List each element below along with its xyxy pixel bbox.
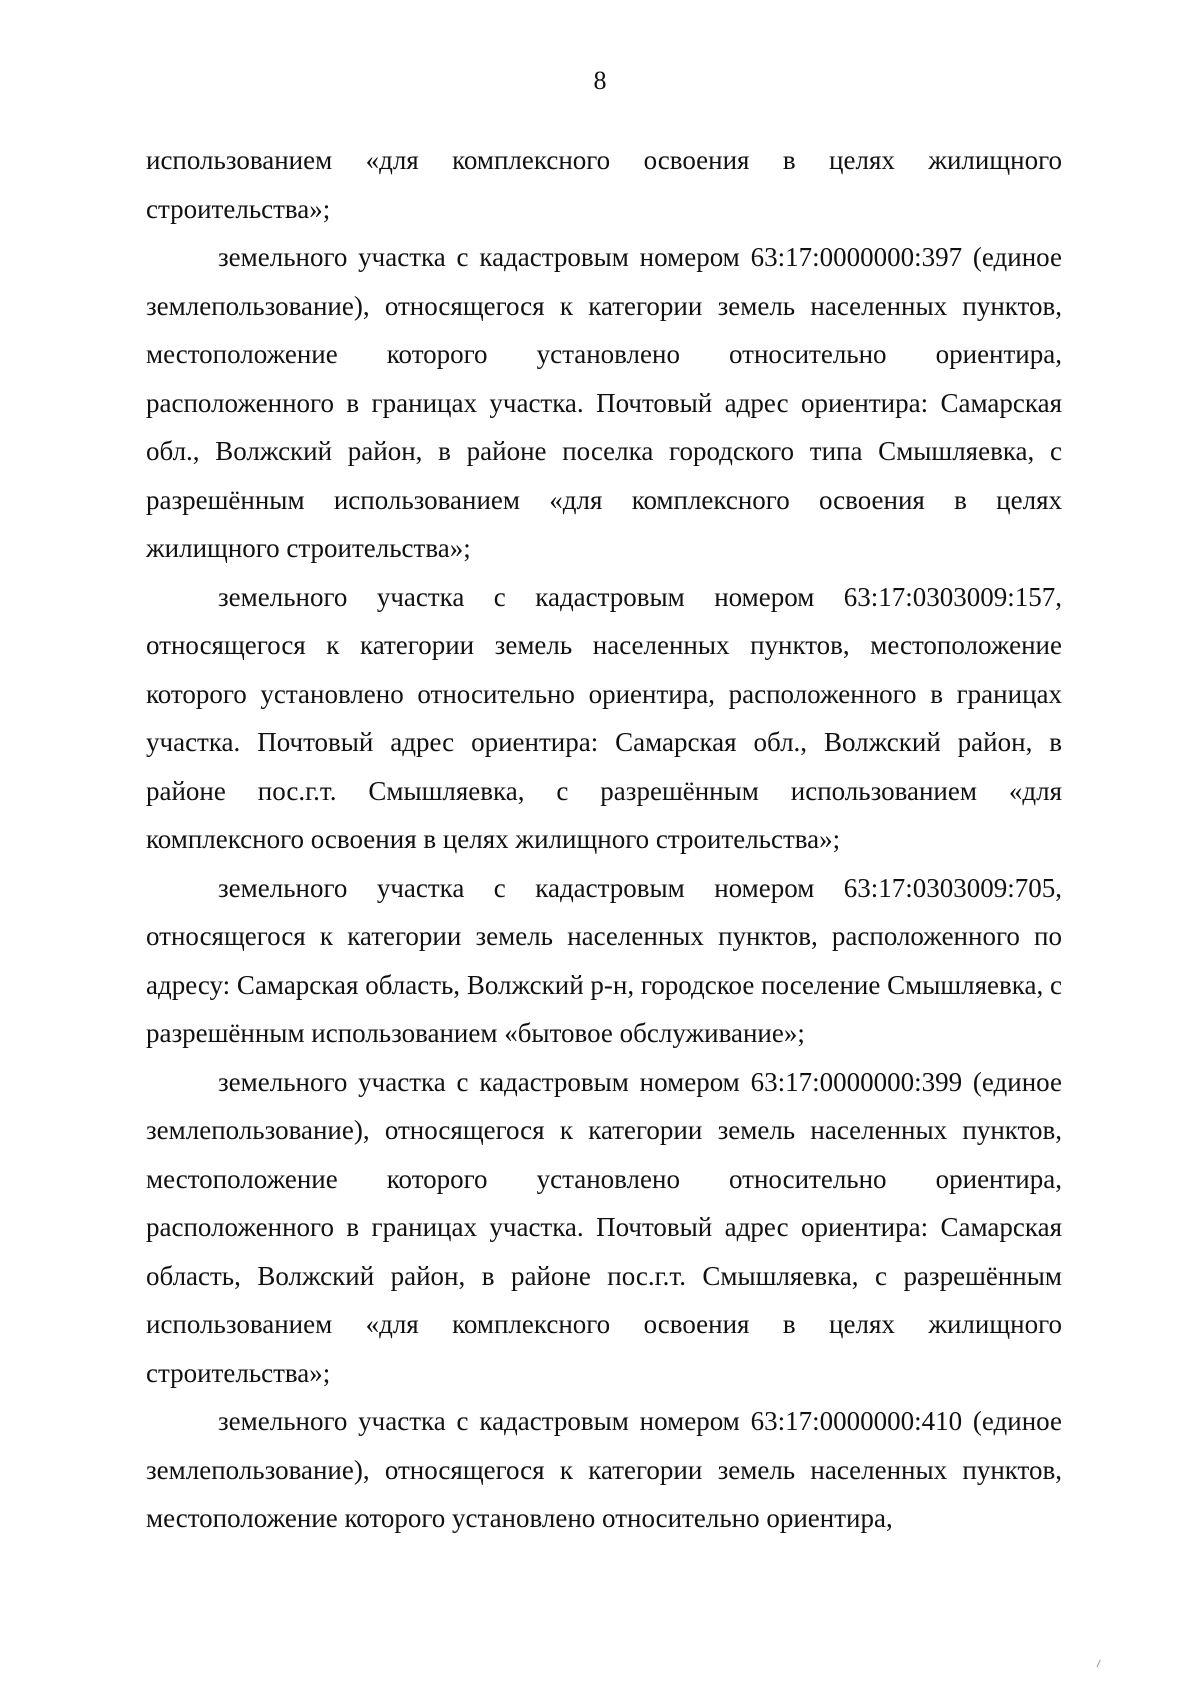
paragraph: земельного участка с кадастровым номером 63:17:0000000:399 (единое землепользование), относящегося к категории земель населенных пунктов, местоположение которого установлено относительно ориентира, расположенного в границах участка. Почтовый адрес ориентира: Самарская область, Волжский район, в районе пос.г.т. Смышляевка, с разрешённым использованием «для комплексного освоения в целях жилищного строительства»; <box>146 1066 1062 1388</box>
page-number: 8 <box>593 66 607 95</box>
paragraph: земельного участка с кадастровым номером 63:17:0303009:157, относящегося к категории земель населенных пунктов, местоположение которого установлено относительно ориентира, расположенного в границах участка. Почтовый адрес ориентира: Самарская обл., Волжский район, в районе пос.г.т. Смышляевка, с разрешённым использованием «для комплексного освоения в целях жилищного строительства»; <box>146 581 1062 854</box>
scan-artifact-mark <box>1096 1660 1103 1669</box>
paragraph: земельного участка с кадастровым номером 63:17:0303009:705, относящегося к категории земель населенных пунктов, расположенного по адресу: Самарская область, Волжский р-н, городское поселение Смышляевка, с разрешённым использованием «бытовое обслуживание»; <box>146 872 1062 1048</box>
paragraph: земельного участка с кадастровым номером 63:17:0000000:410 (единое землепользование), относящегося к категории земель населенных пунктов, местоположение которого установлено относительно ориентира, <box>146 1406 1062 1533</box>
document-body <box>146 136 1062 1543</box>
paragraph: земельного участка с кадастровым номером 63:17:0000000:397 (единое землепользование), относящегося к категории земель населенных пунктов, местоположение которого установлено относительно ориентира, расположенного в границах участка. Почтовый адрес ориентира: Самарская обл., Волжский район, в районе поселка городского типа Смышляевка, с разрешённым использованием «для комплексного освоения в целях жилищного строительства»; <box>146 242 1062 563</box>
paragraph-continuation: использованием «для комплексного освоения в целях жилищного строительства»; <box>146 145 1062 224</box>
